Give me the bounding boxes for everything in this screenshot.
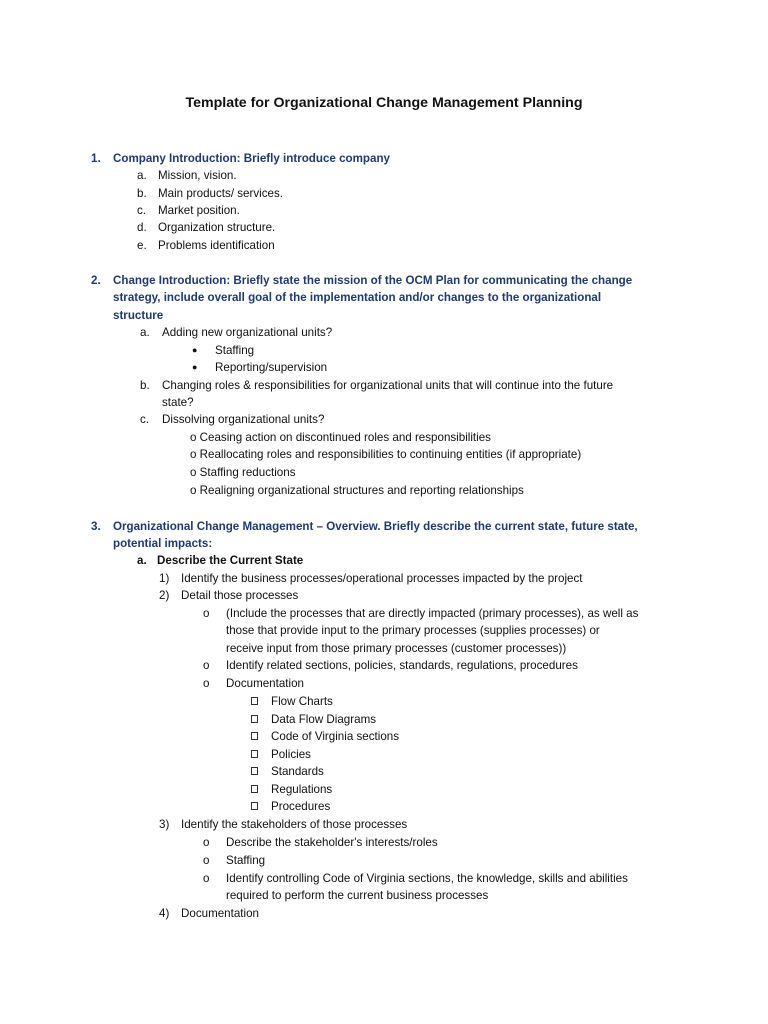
- list-item: Main products/ services.: [158, 187, 284, 200]
- list-item: (Include the processes that are directly impacted (primary processes), as well as: [226, 607, 639, 620]
- list-item: Changing roles & responsibilities for organizational units that will continue into the future: [162, 379, 614, 392]
- list-marker: a.: [137, 554, 147, 567]
- list-marker: 2): [159, 589, 170, 602]
- list-item: Reporting/supervision: [215, 361, 328, 374]
- section-3-heading-line: Organizational Change Management – Overview. Briefly describe the current state, future state,: [113, 520, 638, 533]
- list-item: required to perform the current business processes: [226, 889, 489, 902]
- list-item: Documentation: [226, 677, 304, 690]
- bullet-icon: ●: [192, 362, 198, 372]
- list-item: Staffing: [226, 854, 266, 867]
- list-item: o Realigning organizational structures and reporting relationships: [190, 484, 524, 497]
- list-marker: b.: [140, 379, 150, 392]
- checkbox-square-icon: [251, 750, 258, 758]
- list-item: Policies: [271, 748, 311, 761]
- section-2-heading-line: structure: [113, 309, 164, 322]
- list-item: state?: [162, 396, 194, 409]
- list-marker: o: [203, 836, 210, 849]
- section-2-heading-line: strategy, include overall goal of the implementation and/or changes to the organizational: [113, 291, 602, 304]
- checkbox-square-icon: [251, 732, 258, 740]
- list-item: Describe the stakeholder's interests/roles: [226, 836, 438, 849]
- bullet-icon: ●: [192, 345, 198, 355]
- list-item: Flow Charts: [271, 695, 333, 708]
- list-item: o Reallocating roles and responsibilities to continuing entities (if appropriate): [190, 448, 582, 461]
- list-item: Adding new organizational units?: [162, 326, 333, 339]
- list-marker: 1): [159, 572, 170, 585]
- checkbox-square-icon: [251, 785, 258, 793]
- list-item: Identify related sections, policies, standards, regulations, procedures: [226, 659, 578, 672]
- list-marker: o: [203, 607, 210, 620]
- list-item: receive input from those primary processes (customer processes)): [226, 642, 567, 655]
- list-item: o Staffing reductions: [190, 466, 296, 479]
- subsection-heading: Describe the Current State: [157, 554, 304, 567]
- list-marker: a.: [140, 326, 150, 339]
- list-item: Dissolving organizational units?: [162, 413, 325, 426]
- checkbox-square-icon: [251, 715, 258, 723]
- list-marker: o: [203, 677, 210, 690]
- section-1-number: 1.: [91, 152, 101, 165]
- list-item: Regulations: [271, 783, 333, 796]
- checkbox-square-icon: [251, 802, 258, 810]
- section-2-number: 2.: [91, 274, 101, 287]
- list-marker: 4): [159, 907, 170, 920]
- section-1-heading: Company Introduction: Briefly introduce company: [113, 152, 390, 165]
- list-item: Standards: [271, 765, 324, 778]
- list-item: Procedures: [271, 800, 331, 813]
- list-item: Identify the stakeholders of those processes: [181, 818, 408, 831]
- list-marker: c.: [140, 413, 150, 426]
- list-marker: a.: [137, 169, 147, 182]
- list-item: Identify the business processes/operational processes impacted by the project: [181, 572, 583, 585]
- list-item: Identify controlling Code of Virginia sections, the knowledge, skills and abilities: [226, 872, 628, 885]
- list-item: Organization structure.: [158, 221, 276, 234]
- list-item: Problems identification: [158, 239, 275, 252]
- list-item: Code of Virginia sections: [271, 730, 400, 743]
- list-item: Documentation: [181, 907, 259, 920]
- list-item: Mission, vision.: [158, 169, 237, 182]
- section-3-heading-line: potential impacts:: [113, 537, 213, 550]
- checkbox-square-icon: [251, 767, 258, 775]
- section-2-heading-line: Change Introduction: Briefly state the mission of the OCM Plan for communicating the change: [113, 274, 633, 287]
- document-title: Template for Organizational Change Management Planning: [185, 95, 583, 111]
- list-marker: e.: [137, 239, 147, 252]
- list-marker: o: [203, 659, 210, 672]
- list-item: Market position.: [158, 204, 240, 217]
- list-marker: c.: [137, 204, 147, 217]
- list-item: Staffing: [215, 344, 255, 357]
- section-3-number: 3.: [91, 520, 101, 533]
- list-marker: o: [203, 854, 210, 867]
- list-item: Detail those processes: [181, 589, 299, 602]
- list-marker: 3): [159, 818, 170, 831]
- list-item: o Ceasing action on discontinued roles and responsibilities: [190, 431, 491, 444]
- checkbox-square-icon: [251, 697, 258, 705]
- list-marker: o: [203, 872, 210, 885]
- list-item: those that provide input to the primary processes (supplies processes) or: [226, 624, 600, 637]
- list-marker: d.: [137, 221, 147, 234]
- list-item: Data Flow Diagrams: [271, 713, 377, 726]
- list-marker: b.: [137, 187, 147, 200]
